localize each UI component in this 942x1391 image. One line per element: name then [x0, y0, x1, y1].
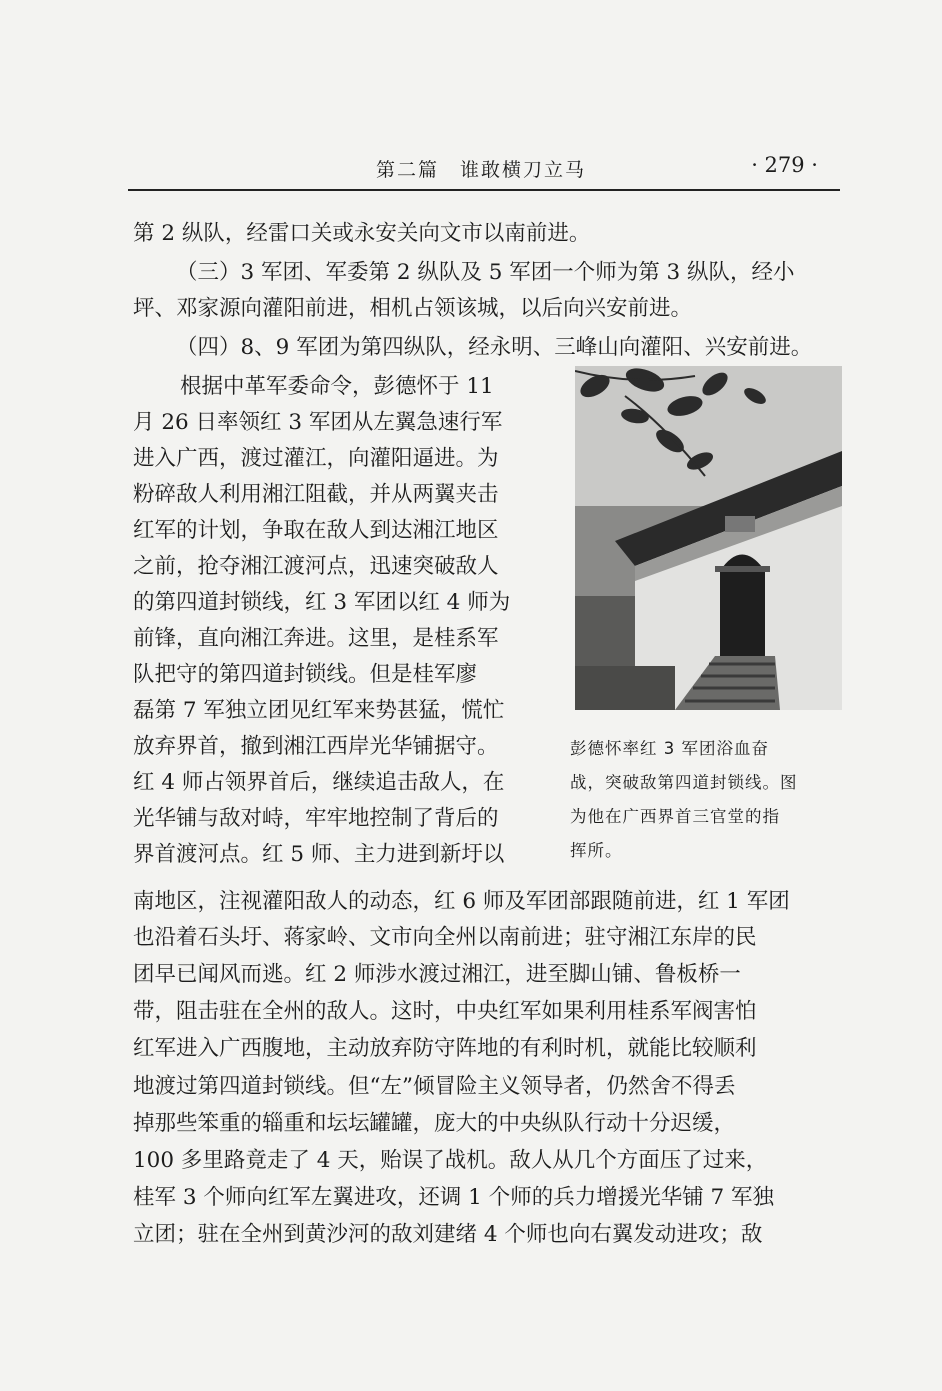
photo-caption-line: 战，突破敌第四道封锁线。图	[570, 773, 798, 792]
text-line: 桂军 3 个师向红军左翼进攻，还调 1 个师的兵力增援光华铺 7 军独	[133, 1185, 775, 1210]
text-line: 也沿着石头圩、蒋家岭、文市向全州以南前进；驻守湘江东岸的民	[133, 925, 757, 950]
text-line: 带，阻击驻在全州的敌人。这时，中央红军如果利用桂系军阀害怕	[133, 999, 757, 1024]
photo-caption-line: 彭德怀率红 3 军团浴血奋	[570, 739, 769, 758]
text-line: 第 2 纵队，经雷口关或永安关向文市以南前进。	[133, 221, 591, 246]
text-line: 前锋，直向湘江奔进。这里，是桂系军	[133, 626, 499, 651]
text-line: 立团；驻在全州到黄沙河的敌刘建绪 4 个师也向右翼发动进攻；敌	[133, 1222, 763, 1247]
text-line: 红 4 师占领界首后，继续追击敌人，在	[133, 770, 505, 795]
text-line: 掉那些笨重的辎重和坛坛罐罐，庞大的中央纵队行动十分迟缓，	[133, 1111, 736, 1136]
text-line: 磊第 7 军独立团见红军来势甚猛，慌忙	[133, 698, 505, 723]
text-line: 粉碎敌人利用湘江阻截，并从两翼夹击	[133, 482, 499, 507]
text-line: 放弃界首，撤到湘江西岸光华铺据守。	[133, 734, 499, 759]
building-photo-illustration	[575, 366, 842, 710]
text-line: 红军的计划，争取在敌人到达湘江地区	[133, 518, 499, 543]
text-line: 团早已闻风而逃。红 2 师涉水渡过湘江，进至脚山铺、鲁板桥一	[133, 962, 741, 987]
header-rule	[128, 189, 840, 191]
text-line: 坪、邓家源向灌阳前进，相机占领该城，以后向兴安前进。	[133, 296, 693, 321]
text-line: 南地区，注视灌阳敌人的动态，红 6 师及军团部跟随前进，红 1 军团	[133, 889, 790, 914]
running-head	[128, 155, 840, 191]
text-line: （三）3 军团、军委第 2 纵队及 5 军团一个师为第 3 纵队，经小	[176, 260, 795, 285]
photo-caption-line: 挥所。	[570, 841, 623, 860]
text-line: （四）8、9 军团为第四纵队，经永明、三峰山向灌阳、兴安前进。	[176, 335, 813, 360]
text-line: 界首渡河点。红 5 师、主力进到新圩以	[133, 842, 505, 867]
chapter-title: 第二篇 谁敢横刀立马	[376, 159, 587, 181]
text-line: 红军进入广西腹地，主动放弃防守阵地的有利时机，就能比较顺利	[133, 1036, 757, 1061]
text-line: 地渡过第四道封锁线。但“左”倾冒险主义领导者，仍然舍不得丢	[133, 1074, 736, 1099]
text-line: 进入广西，渡过灌江，向灌阳逼进。为	[133, 446, 499, 471]
text-line: 根据中革军委命令，彭德怀于 11	[180, 374, 494, 399]
text-line: 光华铺与敌对峙，牢牢地控制了背后的	[133, 806, 499, 831]
text-line: 之前，抢夺湘江渡河点，迅速突破敌人	[133, 554, 499, 579]
text-line: 100 多里路竟走了 4 天，贻误了战机。敌人从几个方面压了过来，	[133, 1148, 768, 1173]
text-line: 队把守的第四道封锁线。但是桂军廖	[133, 662, 478, 687]
page-number: · 279 ·	[751, 153, 818, 177]
text-line: 月 26 日率领红 3 军团从左翼急速行军	[133, 410, 503, 435]
photo-caption-line: 为他在广西界首三官堂的指	[570, 807, 780, 826]
text-line: 的第四道封锁线，红 3 军团以红 4 师为	[133, 590, 511, 615]
photo-sanguantang-command-post	[575, 366, 842, 710]
